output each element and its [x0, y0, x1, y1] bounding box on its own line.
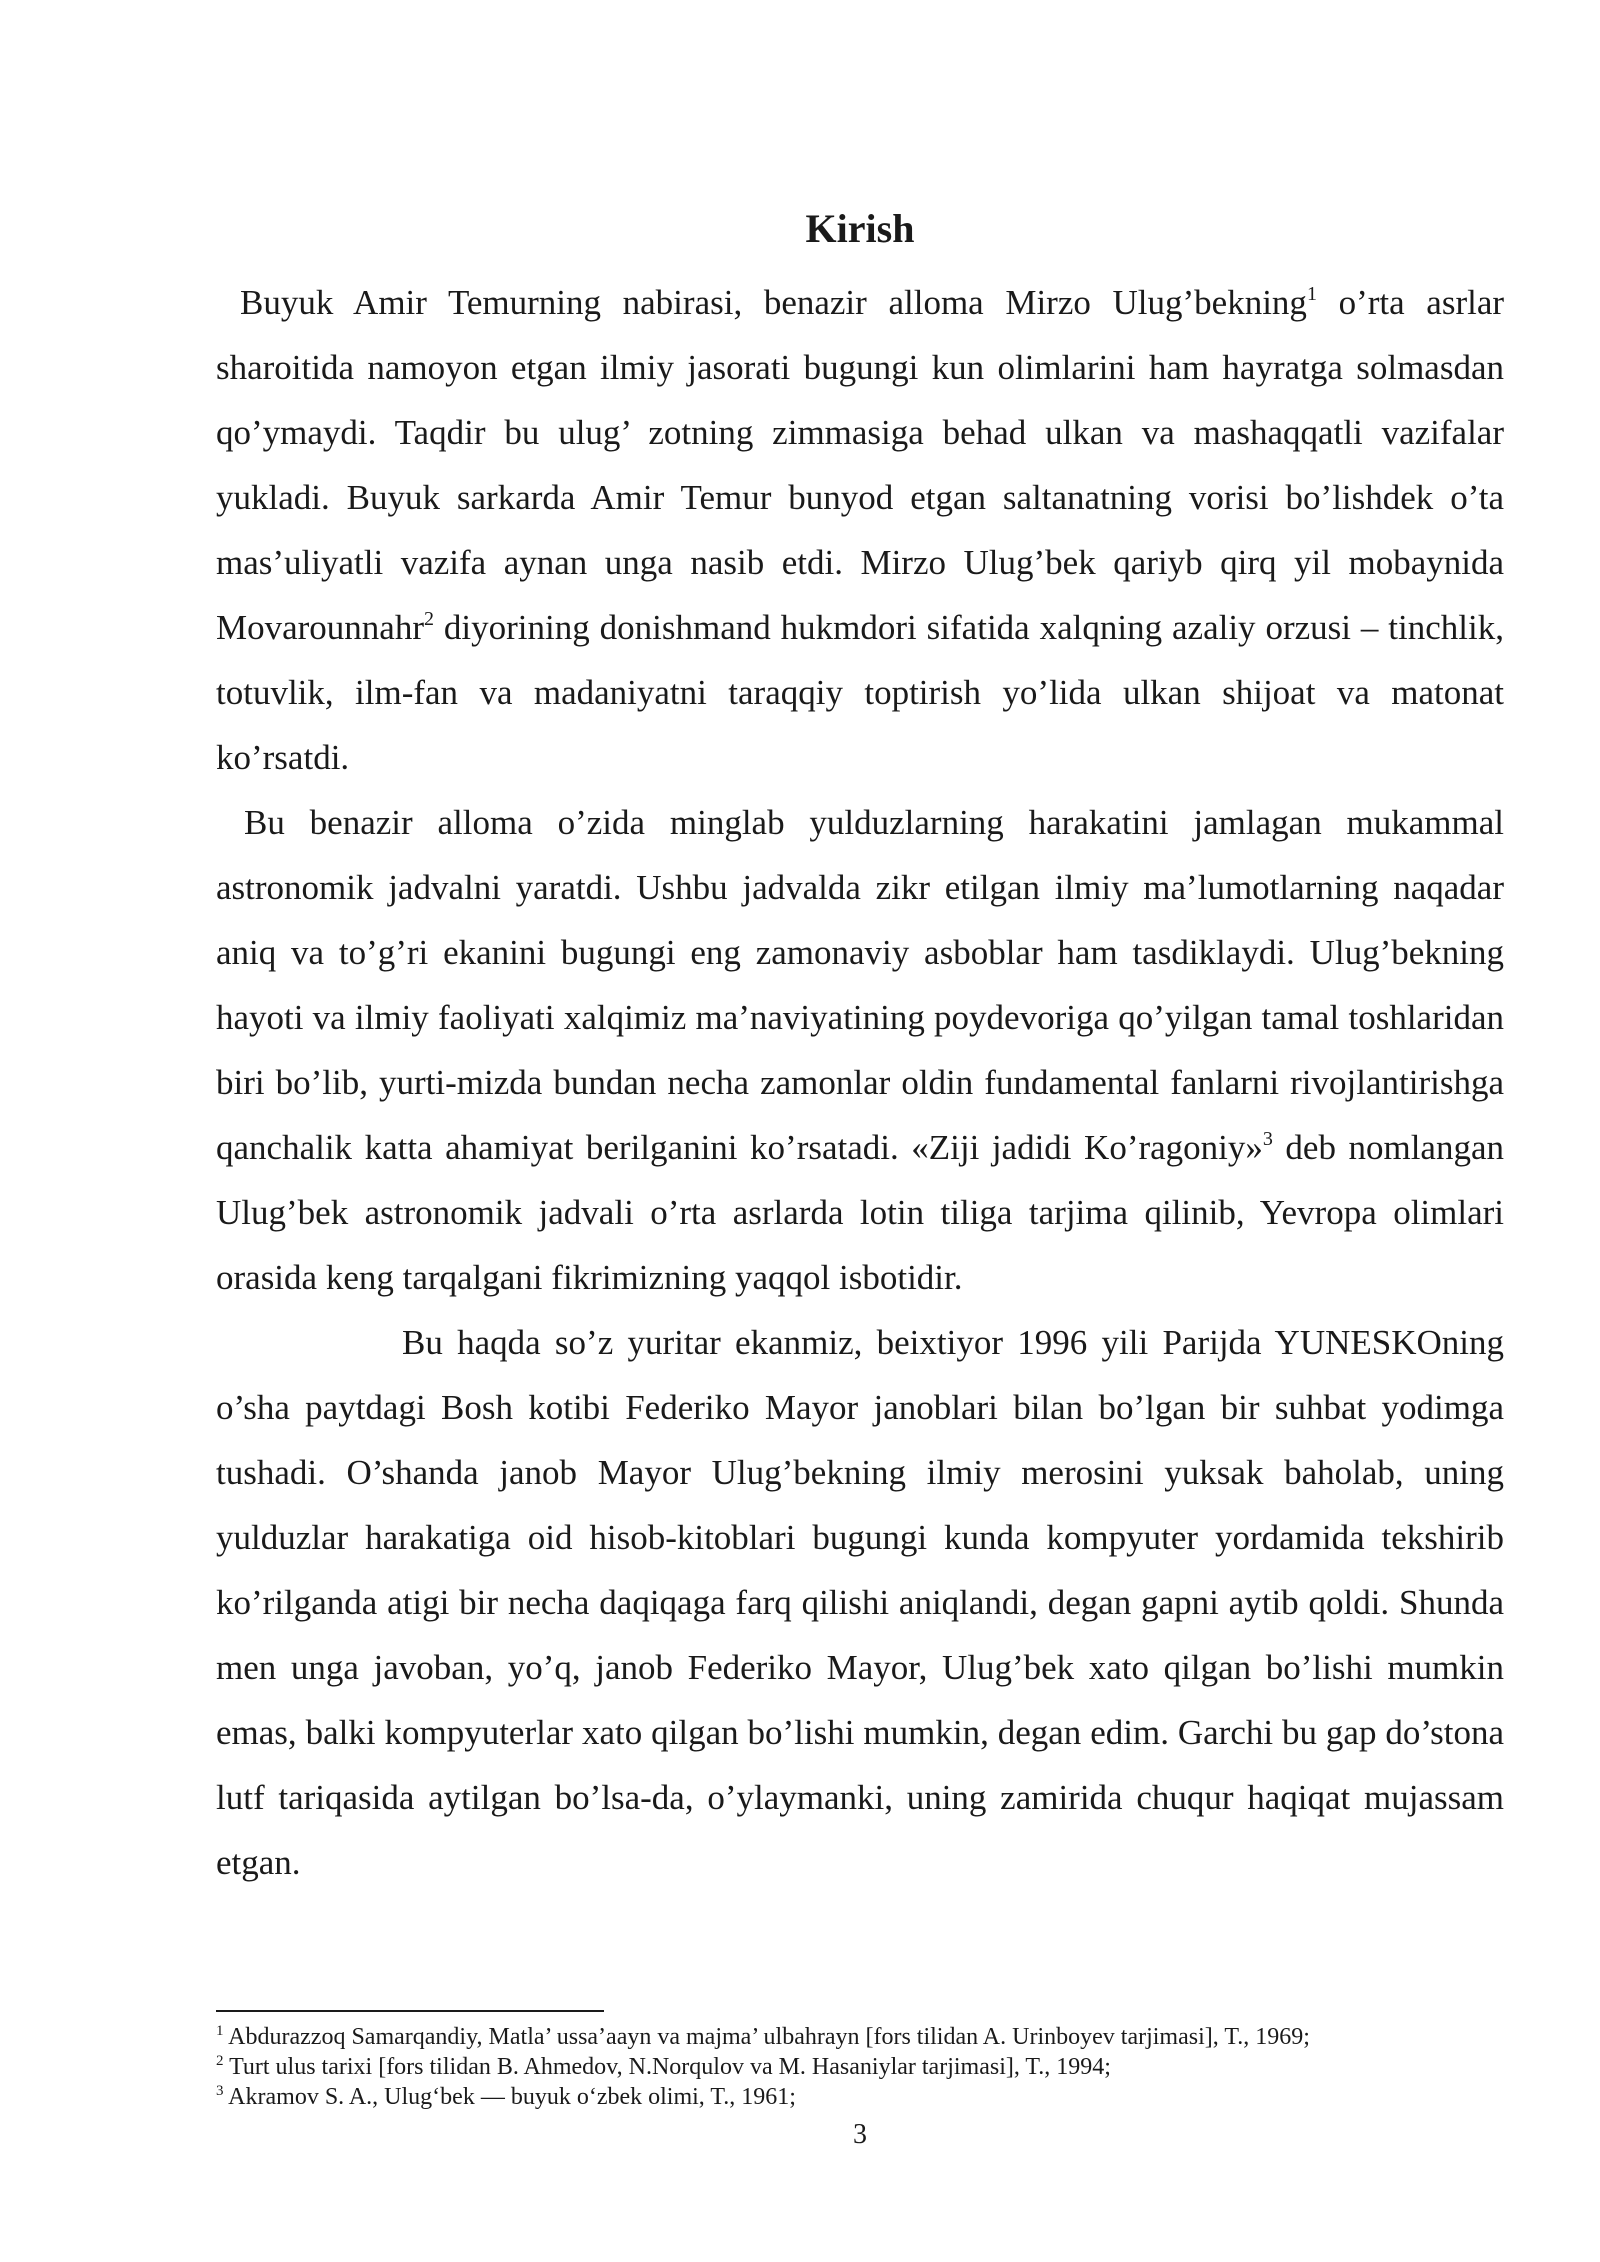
footnote-number: 3 [216, 2083, 224, 2099]
footnote-item [216, 2052, 1516, 2082]
footnote-text: Akramov S. A., Ulug‘bek — buyuk o‘zbek olimi, T., 1961; [223, 2084, 796, 2110]
footnote-number: 1 [216, 2023, 224, 2039]
paragraph-text: o’rta asrlar sharoitida namoyon etgan ilmiy jasorati bugungi kun olimlarini ham hayratga solmasdan qo’ymaydi. Taqdir bu ulug’ zotning zimmasiga behad ulkan va mashaqqatli vazifalar yukladi. Buyuk sarkarda Amir Temur bunyod etgan saltanatning vorisi bo’lishdek o’ta mas’uliyatli vazifa aynan unga nasib etdi. Mirzo Ulug’bek qariyb qirq yil mobaynida Movarounnahr [216, 283, 1505, 647]
paragraph-text: diyorining donishmand hukmdori sifatida xalqning azaliy orzusi – tinchlik, totuvlik, ilm-fan va madaniyatni taraqqiy toptirish yo’lida ulkan shijoat va matonat ko’rsatdi. [216, 608, 1504, 777]
page-title: Kirish [805, 206, 915, 251]
footnotes [216, 2022, 1516, 2112]
paragraph-text: Buyuk Amir Temurning nabirasi, benazir alloma Mirzo Ulug’bekning [240, 283, 1307, 322]
footnote-reference: 2 [424, 608, 435, 630]
paragraph-text: Bu benazir alloma o’zida minglab yulduzlarning harakatini jamlagan mukammal astronomik jadvalni yaratdi. Ushbu jadvalda zikr etilgan ilmiy ma’lumotlarning naqadar aniq va to’g’ri ekanini bugungi eng zamonaviy asboblar ham tasdiklaydi. Ulug’bekning hayoti va ilmiy faoliyati xalqimiz ma’naviyatining poydevoriga qo’yilgan tamal toshlaridan biri bo’lib, yurti-mizda bundan necha zamonlar oldin fundamental fanlarni rivojlantirishga qanchalik katta ahamiyat berilganini ko’rsatadi. «Ziji jadidi Ko’ragoniy» [216, 803, 1504, 1167]
footnote-text: Abdurazzoq Samarqandiy, Matla’ ussa’aayn va majma’ ulbahrayn [fors tilidan A. Urinboyev tarjimasi], T., 1969; [223, 2024, 1310, 2050]
footnote-separator [216, 2010, 604, 2012]
footnote-reference: 1 [1306, 283, 1317, 305]
footnote-reference: 3 [1262, 1128, 1273, 1150]
paragraph-1 [216, 270, 1504, 790]
paragraph-3: Bu haqda so’z yuritar ekanmiz, beixtiyor 1996 yili Parijda YUNESKOning o’sha paytdagi Bosh kotibi Federiko Mayor janoblari bilan bo’lgan bir suhbat yodimga tushadi. O’shanda janob Mayor Ulug’bekning ilmiy merosini yuksak baholab, uning yulduzlar harakatiga oid hisob-kitoblari bugungi kunda kompyuter yordamida tekshirib ko’rilganda atigi bir necha daqiqaga farq qilishi aniqlandi, degan gapni aytib qoldi. Shunda men unga javoban, yo’q, janob Federiko Mayor, Ulug’bek xato qilgan bo’lishi mumkin emas, balki kompyuterlar xato qilgan bo’lishi mumkin, degan edim. Garchi bu gap do’stona lutf tariqasida aytilgan bo’lsa-da, o’ylaymanki, uning zamirida chuqur haqiqat mujassam etgan. [216, 1323, 1504, 1882]
page-number: 3 [853, 2119, 867, 2150]
footnote-number: 2 [216, 2053, 224, 2069]
footnote-text: Turt ulus tarixi [fors tilidan B. Ahmedov, N.Norqulov va M. Hasaniylar tarjimasi], T., 1994; [223, 2054, 1111, 2080]
paragraph-2 [216, 790, 1504, 1310]
paragraph-text: deb nomlangan Ulug’bek astronomik jadvali o’rta asrlarda lotin tiliga tarjima qilinib, Yevropa olimlari orasida keng tarqalgani fikrimizning yaqqol isbotidir. [216, 1128, 1504, 1297]
body-text [216, 270, 1504, 1895]
footnote-item [216, 2022, 1516, 2052]
footnote-item [216, 2082, 1516, 2112]
